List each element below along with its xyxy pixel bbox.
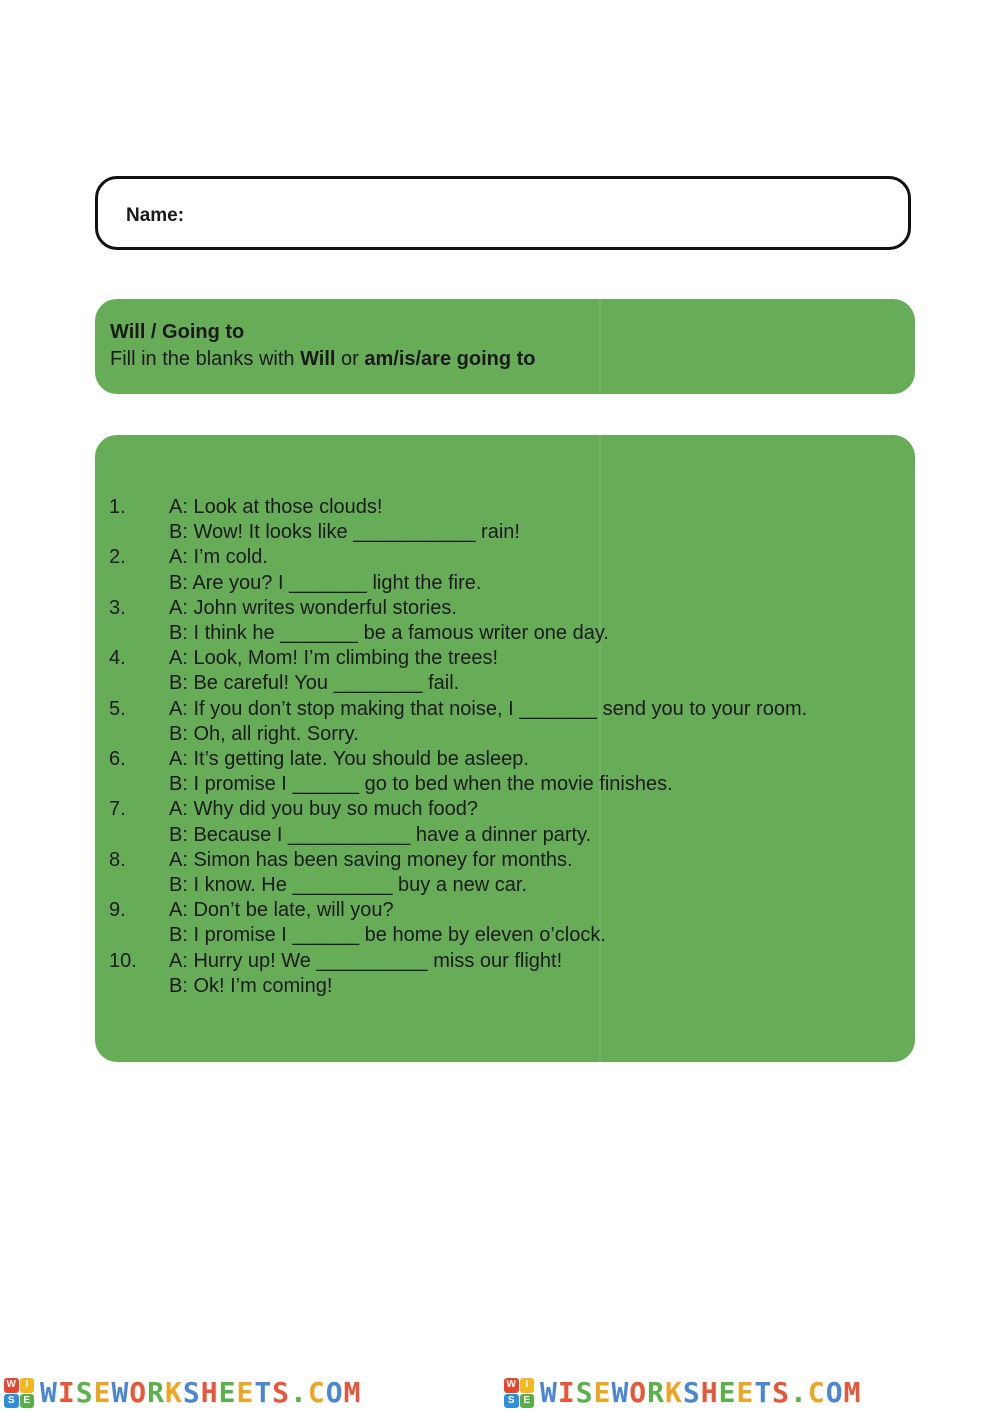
exercise-number: 6.: [109, 748, 126, 771]
wise-badge-logo: [504, 1378, 534, 1408]
exercise-item: [109, 495, 899, 545]
exercise-line-b: B: Are you? I _______ light the fire.: [169, 571, 482, 594]
badge-letter: I: [520, 1378, 535, 1393]
exercise-item: [109, 797, 899, 847]
brand-text: WISEWORKSHEETS.COM: [540, 1376, 862, 1409]
worksheet-instructions: [110, 348, 536, 371]
exercise-item: [109, 848, 899, 898]
brand-text: WISEWORKSHEETS.COM: [40, 1376, 362, 1409]
exercise-item: [109, 949, 899, 999]
exercise-line-a: A: Simon has been saving money for months.: [169, 848, 573, 871]
exercise-number: 2.: [109, 546, 126, 569]
exercise-line-a: A: Hurry up! We __________ miss our flight!: [169, 949, 563, 972]
panel-fold-line: [599, 299, 601, 394]
exercise-line-b: B: I promise I ______ go to bed when the movie finishes.: [169, 773, 673, 796]
exercise-number: 8.: [109, 848, 126, 871]
exercise-item: [109, 697, 899, 747]
exercise-number: 10.: [109, 949, 137, 972]
exercise-line-a: A: Don’t be late, will you?: [169, 899, 394, 922]
wise-badge-logo: [4, 1378, 34, 1408]
exercise-item: [109, 747, 899, 797]
name-box[interactable]: [95, 176, 911, 250]
exercise-line-a: A: I’m cold.: [169, 546, 268, 569]
exercise-number: 7.: [109, 798, 126, 821]
exercise-number: 4.: [109, 647, 126, 670]
exercise-line-b: B: I know. He _________ buy a new car.: [169, 874, 528, 897]
exercise-number: 1.: [109, 496, 126, 518]
badge-letter: I: [20, 1378, 35, 1393]
exercise-line-a: A: If you don’t stop making that noise, I _______ send you to your room.: [169, 697, 808, 720]
exercise-item: [109, 646, 899, 696]
exercise-panel: [95, 435, 915, 1062]
exercise-list: [109, 495, 899, 999]
exercise-line-b: B: Wow! It looks like ___________ rain!: [169, 521, 520, 544]
footer-logo: [500, 1376, 1000, 1410]
badge-letter: W: [504, 1378, 519, 1393]
exercise-number: 9.: [109, 899, 126, 922]
instructions-or: or: [335, 348, 365, 370]
exercise-item: [109, 596, 899, 646]
exercise-line-a: A: John writes wonderful stories.: [169, 596, 457, 619]
exercise-line-b: B: Because I ___________ have a dinner party.: [169, 823, 592, 846]
exercise-line-b: B: I think he _______ be a famous writer one day.: [169, 622, 609, 645]
footer-brand-strip: [0, 1376, 1000, 1410]
exercise-line-a: A: It’s getting late. You should be asleep.: [169, 748, 529, 771]
exercise-line-b: B: Oh, all right. Sorry.: [169, 722, 359, 745]
exercise-line-b: B: Be careful! You ________ fail.: [169, 672, 460, 695]
badge-letter: S: [504, 1394, 519, 1409]
badge-letter: W: [4, 1378, 19, 1393]
footer-logo: [0, 1376, 500, 1410]
exercise-line-a: A: Why did you buy so much food?: [169, 798, 479, 821]
badge-letter: E: [520, 1394, 535, 1409]
name-label: Name:: [126, 205, 185, 226]
exercise-line-b: B: I promise I ______ be home by eleven o’clock.: [169, 924, 606, 947]
badge-letter: S: [4, 1394, 19, 1409]
worksheet-title: Will / Going to: [110, 321, 245, 343]
exercise-line-a: A: Look, Mom! I’m climbing the trees!: [169, 647, 499, 670]
exercise-number: 3.: [109, 596, 126, 619]
instructions-will: Will: [300, 348, 336, 370]
instructions-prefix: Fill in the blanks with: [110, 348, 301, 370]
exercise-item: [109, 898, 899, 948]
instructions-going-to: am/is/are going to: [364, 348, 536, 370]
exercise-line-b: B: Ok! I’m coming!: [169, 974, 333, 997]
instructions-panel: [95, 299, 915, 394]
exercise-line-a: A: Look at those clouds!: [169, 496, 383, 518]
exercise-number: 5.: [109, 697, 126, 720]
exercise-item: [109, 545, 899, 595]
badge-letter: E: [20, 1394, 35, 1409]
